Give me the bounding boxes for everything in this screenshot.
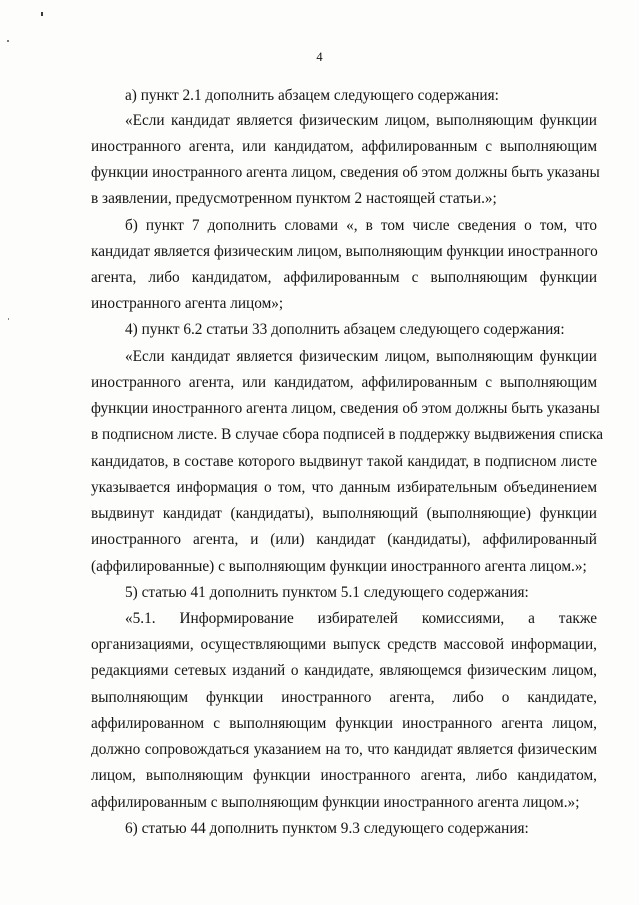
paragraph-line: кандидат является физическим лицом, выполняющим функции иностранного bbox=[91, 243, 598, 260]
list-item-6: 6) статью 44 дополнить пунктом 9.3 следующего содержания: bbox=[125, 820, 529, 837]
quote-paragraph-line: редакциями сетевых изданий о кандидате, являющемся физическим лицом, bbox=[91, 662, 597, 679]
scan-artifact bbox=[41, 12, 43, 16]
quote-paragraph-line: аффилированном с выполняющим функции иностранного агента лицом, bbox=[91, 715, 597, 732]
quote-paragraph-line: «Если кандидат является физическим лицом, выполняющим функции bbox=[125, 112, 597, 129]
quote-paragraph-line: должно сопровождаться указанием на то, что кандидат является физическим bbox=[91, 741, 597, 758]
quote-paragraph-line: «Если кандидат является физическим лицом, выполняющим функции bbox=[125, 348, 597, 365]
list-item-5: 5) статью 41 дополнить пунктом 5.1 следующего содержания: bbox=[125, 584, 529, 601]
quote-paragraph-line: функции иностранного агента лицом, сведения об этом должны быть указаны bbox=[91, 164, 600, 181]
quote-paragraph-line: кандидатов, в составе которого выдвинут такой кандидат, в подписном листе bbox=[91, 453, 597, 470]
quote-paragraph-line: иностранного агента, или кандидатом, аффилированным с выполняющим bbox=[91, 138, 597, 155]
list-item-a: а) пункт 2.1 дополнить абзацем следующего содержания: bbox=[125, 87, 499, 104]
paragraph-line: иностранного агента лицом»; bbox=[91, 295, 284, 312]
scan-artifact bbox=[8, 318, 9, 320]
quote-paragraph-line: (аффилированные) с выполняющим функции иностранного агента лицом.»; bbox=[91, 558, 587, 575]
quote-paragraph-line: указывается информация о том, что данным избирательным объединением bbox=[91, 479, 597, 496]
quote-paragraph-line: иностранного агента, и (или) кандидат (кандидаты), аффилированный bbox=[91, 531, 597, 548]
scan-artifact bbox=[7, 40, 9, 42]
page-number: 4 bbox=[316, 50, 323, 64]
quote-paragraph-line: выполняющим функции иностранного агента, либо о кандидате, bbox=[91, 689, 597, 706]
quote-paragraph-line: в подписном листе. В случае сбора подписей в поддержку выдвижения списка bbox=[91, 426, 604, 443]
quote-paragraph-line: «5.1. Информирование избирателей комиссиями, а также bbox=[125, 610, 597, 627]
quote-paragraph-line: выдвинут кандидат (кандидаты), выполняющий (выполняющие) функции bbox=[91, 505, 597, 522]
quote-paragraph-line: лицом, выполняющим функции иностранного агента, либо кандидатом, bbox=[91, 767, 597, 784]
quote-paragraph-line: аффилированным с выполняющим функции иностранного агента лицом.»; bbox=[91, 794, 580, 811]
quote-paragraph-line: иностранного агента, или кандидатом, аффилированным с выполняющим bbox=[91, 374, 597, 391]
list-item-b: б) пункт 7 дополнить словами «, в том числе сведения о том, что bbox=[125, 217, 597, 234]
quote-paragraph-line: организациями, осуществляющими выпуск средств массовой информации, bbox=[91, 636, 597, 653]
quote-paragraph-line: функции иностранного агента лицом, сведения об этом должны быть указаны bbox=[91, 400, 600, 417]
paragraph-line: агента, либо кандидатом, аффилированным с выполняющим функции bbox=[91, 269, 597, 286]
list-item-4: 4) пункт 6.2 статьи 33 дополнить абзацем следующего содержания: bbox=[125, 321, 565, 338]
quote-paragraph-line: в заявлении, предусмотренном пунктом 2 настоящей статьи.»; bbox=[91, 190, 497, 207]
